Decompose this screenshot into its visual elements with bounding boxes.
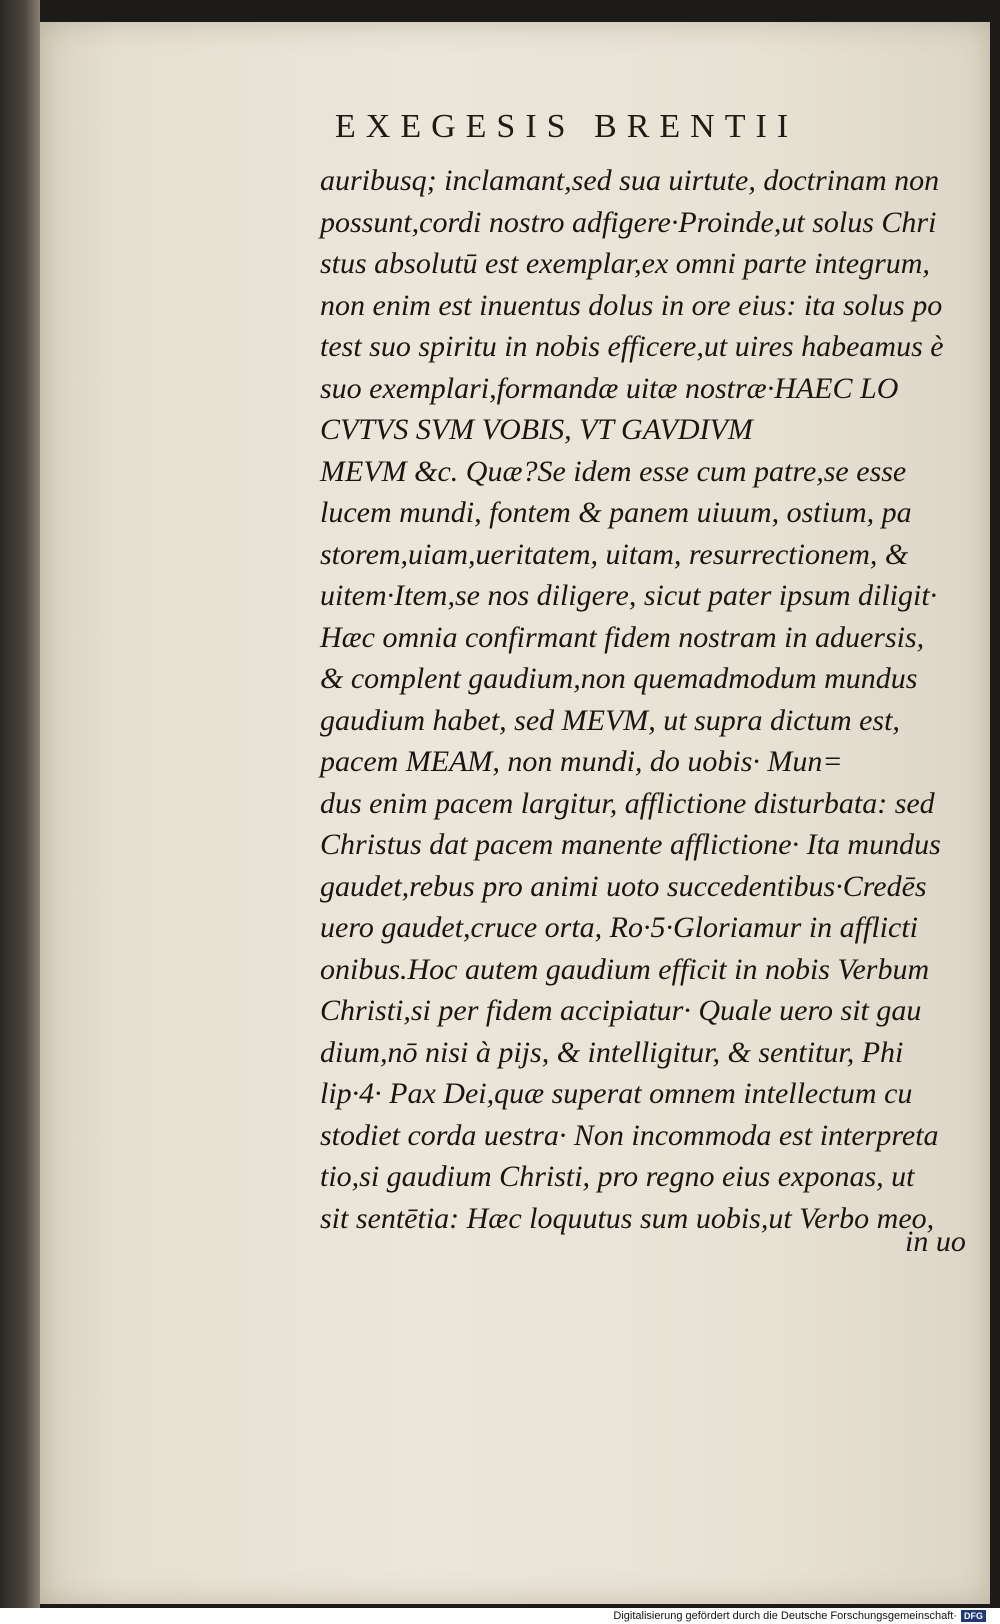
text-line: dium,nō nisi à pijs, & intelligitur, & sentitur, Phi xyxy=(320,1035,904,1069)
running-head: EXEGESIS BRENTII xyxy=(335,108,799,145)
text-line: storem,uiam,ueritatem, uitam, resurrectionem, & xyxy=(320,537,909,571)
body-text xyxy=(320,160,970,1239)
text-line: stus absolutū est exemplar,ex omni parte integrum, xyxy=(320,247,930,280)
text-line: & complent gaudium,non quemadmodum mundus xyxy=(320,662,918,695)
text-line: gaudium habet, sed MEVM, ut supra dictum est, xyxy=(320,703,900,737)
catchword: in uo xyxy=(905,1225,966,1258)
text-line: Christi,si per fidem accipiatur· Quale uero sit gau xyxy=(320,994,922,1027)
text-line: stodiet corda uestra· Non incommoda est interpreta xyxy=(320,1118,939,1152)
text-line: auribusq; inclamant,sed sua uirtute, doctrinam non xyxy=(320,164,940,197)
dfg-logo: DFG xyxy=(961,1610,986,1622)
text-line: onibus.Hoc autem gaudium efficit in nobis Verbum xyxy=(320,952,930,986)
text-line: Hæc omnia confirmant fidem nostram in aduersis, xyxy=(320,620,925,654)
text-line: test suo spiritu in nobis efficere,ut uires habeamus è xyxy=(320,330,944,363)
text-line: uero gaudet,cruce orta, Ro·5·Gloriamur in afflicti xyxy=(320,911,918,944)
text-line: lucem mundi, fontem & panem uiuum, ostium, pa xyxy=(320,496,912,529)
text-line: sit sentētia: Hæc loquutus sum uobis,ut Verbo meo, xyxy=(320,1201,935,1235)
text-line: Christus dat pacem manente afflictione· Ita mundus xyxy=(320,828,941,861)
text-line: gaudet,rebus pro animi uoto succedentibus·Credēs xyxy=(320,869,927,903)
footer-text: Digitalisierung gefördert durch die Deutsche Forschungsgemeinschaft· xyxy=(613,1610,957,1622)
text-line: pacem MEAM, non mundi, do uobis· Mun= xyxy=(320,745,843,778)
text-line: uitem·Item,se nos diligere, sicut pater ipsum diligit· xyxy=(320,579,938,612)
book-spine-edge xyxy=(0,0,40,1608)
text-line: MEVM &c. Quæ?Se idem esse cum patre,se esse xyxy=(320,454,907,488)
text-line: possunt,cordi nostro adfigere·Proinde,ut solus Chri xyxy=(320,205,937,239)
text-line: dus enim pacem largitur, afflictione disturbata: sed xyxy=(320,786,935,820)
text-line: tio,si gaudium Christi, pro regno eius exponas, ut xyxy=(320,1160,915,1193)
footer-credit xyxy=(613,1608,986,1624)
text-line: CVTVS SVM VOBIS, VT GAVDIVM xyxy=(320,413,753,446)
text-line: lip·4· Pax Dei,quæ superat omnem intellectum cu xyxy=(320,1077,913,1110)
text-line: suo exemplari,formandæ uitæ nostræ·HAEC LO xyxy=(320,371,899,405)
text-line: non enim est inuentus dolus in ore eius: ita solus po xyxy=(320,288,943,322)
